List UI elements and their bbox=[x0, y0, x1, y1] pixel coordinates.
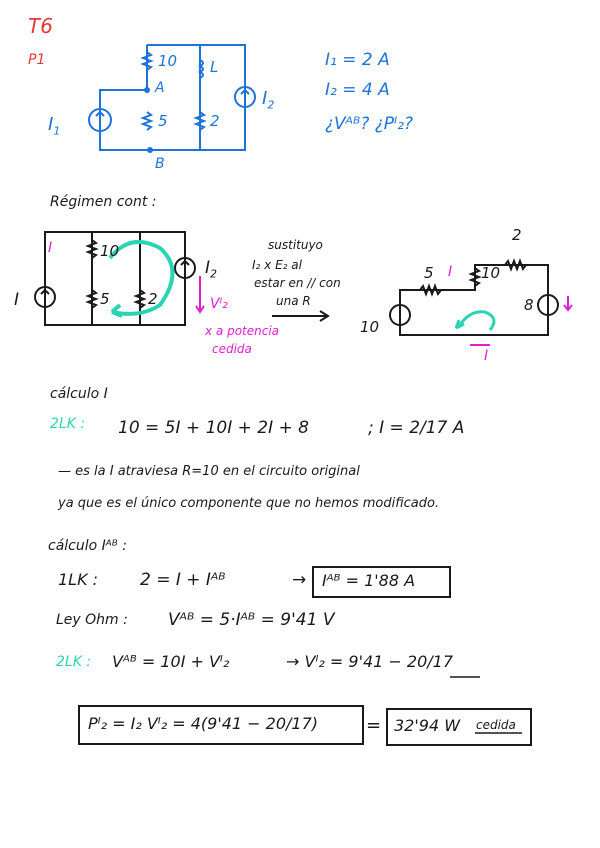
kvl-label-2: 2LK : bbox=[56, 654, 92, 670]
c3-r5: 5 bbox=[424, 264, 434, 282]
calc-iab-title: cálculo Iᴬᴮ : bbox=[48, 538, 128, 554]
kcl-equation: 2 = I + Iᴬᴮ bbox=[140, 570, 226, 590]
node-a-dot bbox=[144, 87, 150, 93]
transform-note-4: una R bbox=[276, 294, 311, 308]
c2-note-line1: x a potencia bbox=[205, 324, 280, 338]
given-i2: I₂ = 4 A bbox=[325, 80, 390, 100]
c1-r-top: 10 bbox=[158, 52, 178, 70]
transform-note-1: sustituyo bbox=[268, 238, 323, 252]
power-qualifier: cedida bbox=[476, 718, 516, 732]
note-line-2: ya que es el único componente que no hemos modificado. bbox=[58, 496, 440, 511]
current-result: ; I = 2/17 A bbox=[368, 418, 465, 438]
section-label: Régimen cont : bbox=[50, 194, 157, 210]
c2-r10: 10 bbox=[100, 242, 120, 260]
calc-i-title: cálculo I bbox=[50, 386, 108, 402]
loop-arrow-circuit3 bbox=[460, 312, 494, 330]
c1-r-right: 2 bbox=[210, 112, 220, 130]
c1-source-left: $I_1$ bbox=[48, 114, 61, 138]
kcl-label: 1LK : bbox=[58, 570, 99, 589]
transform-note-2: I₂ x E₂ al bbox=[252, 258, 302, 272]
power-equation: Pᴵ₂ = I₂ Vᴵ₂ = 4(9'41 − 20/17) bbox=[88, 714, 319, 733]
c1-r-bottom: 5 bbox=[158, 112, 168, 130]
ohm-label: Ley Ohm : bbox=[56, 612, 128, 628]
c1-source-right: $I_2$ bbox=[262, 88, 275, 112]
c3-r2: 2 bbox=[512, 226, 522, 244]
question: ¿Vᴬᴮ? ¿Pᴵ₂? bbox=[325, 114, 414, 134]
transform-arrow bbox=[272, 311, 328, 321]
power-result-box bbox=[386, 708, 532, 746]
problem-number: P1 bbox=[28, 52, 46, 68]
c3-v8: 8 bbox=[524, 296, 534, 314]
power-equals: = bbox=[366, 715, 382, 736]
ohm-equation: Vᴬᴮ = 5·Iᴬᴮ = 9'41 V bbox=[168, 610, 335, 630]
c2-source-right: $I_2$ bbox=[205, 258, 218, 281]
c2-current-label: I bbox=[48, 240, 53, 256]
kvl-equation-1: 10 = 5I + 10I + 2I + 8 bbox=[118, 418, 309, 438]
kvl-label-1: 2LK : bbox=[50, 416, 86, 432]
c2-source-left: I bbox=[14, 290, 20, 310]
voltage-arrow bbox=[196, 276, 204, 312]
c3-current-label: I bbox=[448, 264, 453, 280]
c2-voltage-label: Vᴵ₂ bbox=[210, 296, 228, 312]
power-result: 32'94 W bbox=[394, 716, 461, 735]
c3-r10: 10 bbox=[481, 264, 501, 282]
c2-r2: 2 bbox=[148, 290, 158, 308]
topic-code: T6 bbox=[28, 14, 53, 38]
given-i1: I₁ = 2 A bbox=[325, 50, 390, 70]
c1-node-a: A bbox=[155, 80, 165, 96]
kcl-arrow: → bbox=[292, 570, 307, 590]
c3-current-arrow-label: I bbox=[484, 348, 489, 364]
node-b-dot bbox=[147, 147, 153, 153]
c3-v10: 10 bbox=[360, 318, 380, 336]
note-line-1: — es la I atraviesa R=10 en el circuito original bbox=[58, 464, 360, 479]
vi2-result: → Vᴵ₂ = 9'41 − 20/17 bbox=[286, 652, 454, 671]
c2-note-line2: cedida bbox=[212, 342, 252, 356]
c1-node-b: B bbox=[155, 156, 165, 172]
iab-result-box bbox=[312, 566, 451, 598]
c2-r5: 5 bbox=[100, 290, 110, 308]
power-box bbox=[78, 705, 364, 745]
c1-inductor: L bbox=[210, 58, 219, 76]
transform-note-3: estar en // con bbox=[254, 276, 341, 290]
iab-result: Iᴬᴮ = 1'88 A bbox=[322, 571, 416, 590]
kvl-equation-2: Vᴬᴮ = 10I + Vᴵ₂ bbox=[112, 652, 230, 671]
